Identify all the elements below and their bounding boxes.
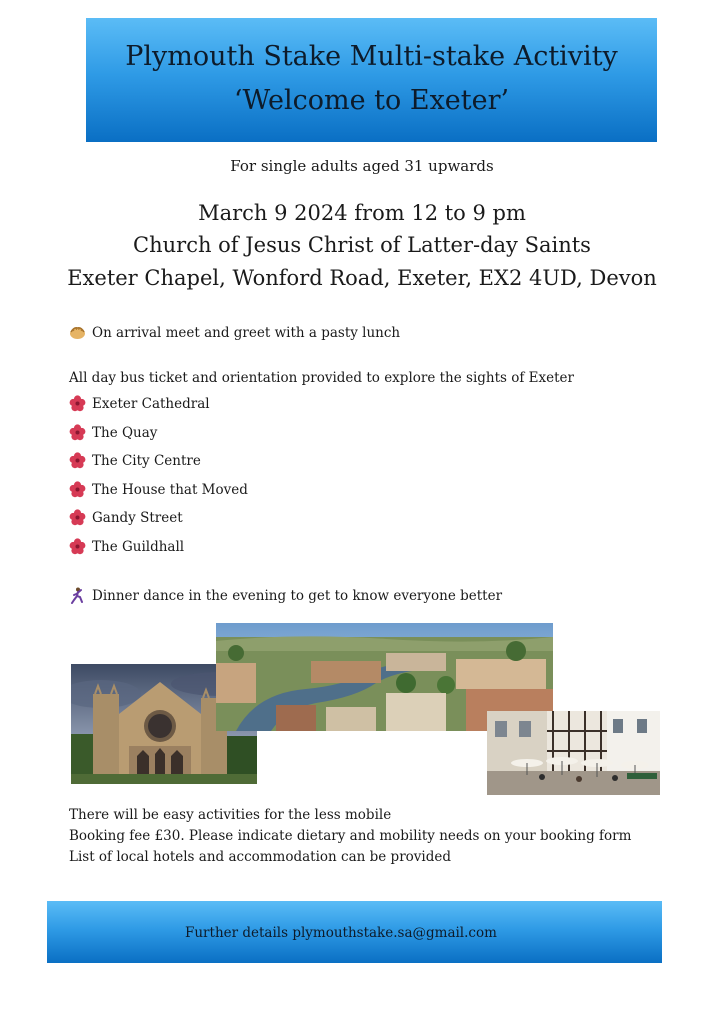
note-line: There will be easy activities for the less mobile (69, 807, 392, 823)
street-cafe-photo (487, 711, 660, 795)
hibiscus-icon (69, 424, 86, 441)
header-banner (86, 18, 657, 142)
sight-label: The City Centre (92, 452, 201, 469)
hibiscus-icon (69, 538, 86, 555)
sight-item (69, 509, 183, 526)
event-venue: Church of Jesus Christ of Latter-day Saints (133, 233, 591, 257)
dancer-icon (69, 587, 86, 604)
dinner-text: Dinner dance in the evening to get to know everyone better (92, 587, 503, 604)
event-subtitle-title: ‘Welcome to Exeter’ (233, 85, 510, 116)
audience-text: For single adults aged 31 upwards (230, 157, 494, 175)
tour-intro (69, 370, 574, 386)
note-line: List of local hotels and accommodation can be provided (69, 849, 451, 865)
sight-label: The Guildhall (92, 538, 185, 555)
contact-email-text: Further details plymouthstake.sa@gmail.com (185, 925, 497, 941)
sight-item (69, 395, 210, 412)
sight-label: Gandy Street (92, 509, 183, 526)
hibiscus-icon (69, 395, 86, 412)
arrival-text: On arrival meet and greet with a pasty lunch (92, 324, 401, 341)
event-title: Plymouth Stake Multi-stake Activity (125, 41, 618, 72)
arrival-line (69, 324, 400, 341)
hibiscus-icon (69, 509, 86, 526)
note-line: Booking fee £30. Please indicate dietary and mobility needs on your booking form (69, 828, 632, 844)
event-address: Exeter Chapel, Wonford Road, Exeter, EX2 4UD, Devon (67, 266, 657, 290)
sight-item (69, 424, 157, 441)
sight-label: Exeter Cathedral (92, 395, 210, 412)
tour-intro-text: All day bus ticket and orientation provided to explore the sights of Exeter (69, 370, 574, 386)
sight-item (69, 538, 184, 555)
sight-label: The House that Moved (92, 481, 248, 498)
event-date-time: March 9 2024 from 12 to 9 pm (198, 201, 526, 225)
hibiscus-icon (69, 452, 86, 469)
dinner-line (69, 587, 502, 604)
hibiscus-icon (69, 481, 86, 498)
sight-item (69, 481, 248, 498)
pasty-icon (69, 324, 86, 341)
sight-label: The Quay (92, 424, 158, 441)
sight-item (69, 452, 201, 469)
